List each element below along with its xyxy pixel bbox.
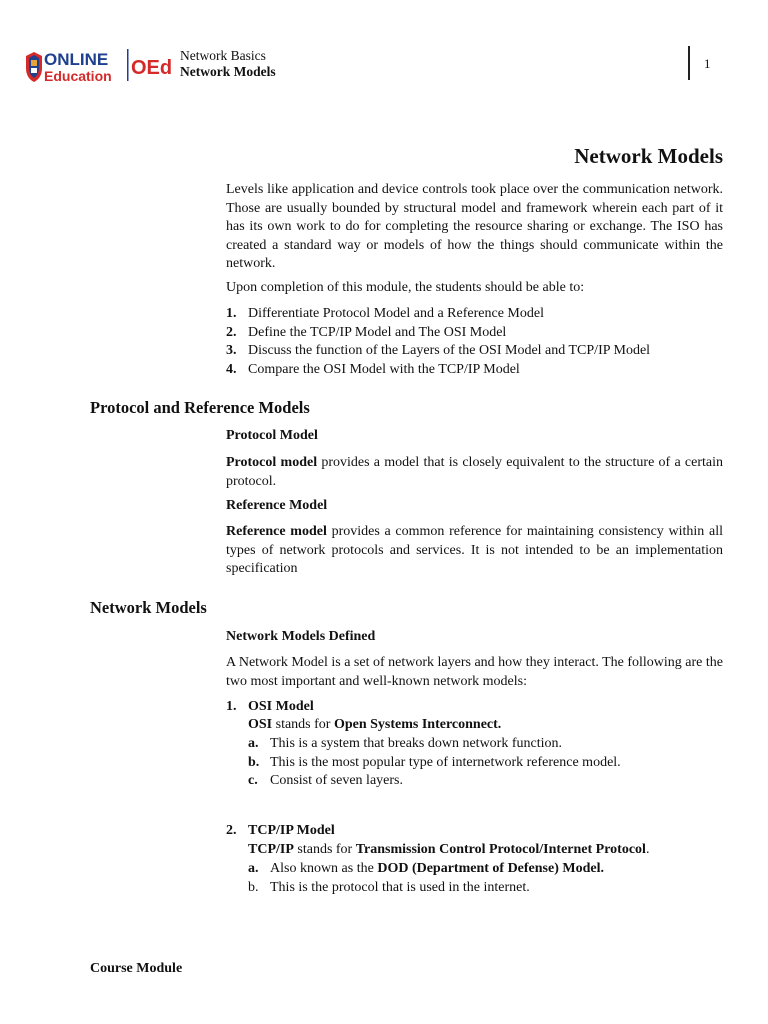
intro-paragraph-block	[226, 181, 723, 274]
tcpip-model-title: TCP/IP Model	[248, 823, 335, 838]
page-number: 1	[704, 56, 711, 71]
tcpip-stands-for: TCP/IP stands for Transmission Control Protocol/Internet Protocol.	[248, 842, 650, 857]
intro-paragraph: Levels like application and device controls took place over the communication network. Those are usually bounded by structural model and framework wherein each part of it has its own work to do for completing the resource sharing or exchange. The ISO has created a standard way or models of how the things should communicate within the network.	[226, 182, 723, 271]
objectives-lead: Upon completion of this module, the students should be able to:	[226, 280, 585, 295]
footer-course-module: Course Module	[90, 961, 183, 976]
list-item: 3. Discuss the function of the Layers of the OSI Model and TCP/IP Model	[226, 343, 651, 358]
objectives-list	[226, 305, 650, 379]
online-education-logo	[24, 46, 174, 86]
section-heading-protocol-reference: Protocol and Reference Models	[90, 398, 310, 417]
list-item: a. Also known as the DOD (Department of Defense) Model.	[248, 861, 604, 876]
tcpip-model-item: 2. TCP/IP Model	[226, 822, 237, 841]
list-item: 1. Differentiate Protocol Model and a Reference Model	[226, 306, 544, 321]
subheading-network-models-defined: Network Models Defined	[226, 629, 376, 644]
osi-sub-list	[248, 735, 621, 791]
protocol-model-term: Protocol model	[226, 455, 318, 470]
reference-model-term: Reference model	[226, 524, 327, 539]
header-course: Network Basics	[180, 48, 266, 63]
section-heading-network-models: Network Models	[90, 598, 207, 617]
list-item: a. This is a system that breaks down network function.	[248, 736, 563, 751]
logo-oed-text: OEd	[131, 57, 173, 79]
osi-stands-for: OSI stands for Open Systems Interconnect.	[248, 717, 502, 732]
page-header	[24, 44, 744, 88]
header-topic: Network Models	[180, 64, 276, 79]
header-divider	[688, 46, 690, 80]
list-item: b. This is the protocol that is used in the internet.	[248, 879, 530, 895]
network-models-defined-paragraph: A Network Model is a set of network layers and how they interact. The following are the two most important and well-known network models:	[226, 655, 723, 689]
header-text	[180, 48, 276, 80]
osi-model-item: 1. OSI Model	[226, 698, 237, 717]
logo-online-text: ONLINE	[44, 50, 109, 69]
list-item: c. Consist of seven layers.	[248, 773, 403, 788]
tcpip-sub-list	[248, 860, 604, 897]
protocol-model-paragraph: Protocol model provides a model that is closely equivalent to the structure of a certain protocol.	[226, 455, 723, 489]
list-item: 2. Define the TCP/IP Model and The OSI Model	[226, 324, 507, 340]
document-title: Network Models	[574, 144, 723, 168]
subheading-protocol-model: Protocol Model	[226, 428, 318, 443]
subheading-reference-model: Reference Model	[226, 498, 328, 513]
list-item: b. This is the most popular type of internetwork reference model.	[248, 754, 621, 770]
reference-model-paragraph: Reference model provides a common reference for maintaining consistency within all types of network protocols and services. It is not intended to be an implementation specification	[226, 524, 723, 576]
logo-education-text: Education	[44, 68, 112, 84]
list-item: 4. Compare the OSI Model with the TCP/IP Model	[226, 361, 520, 377]
osi-model-title: OSI Model	[248, 699, 314, 714]
